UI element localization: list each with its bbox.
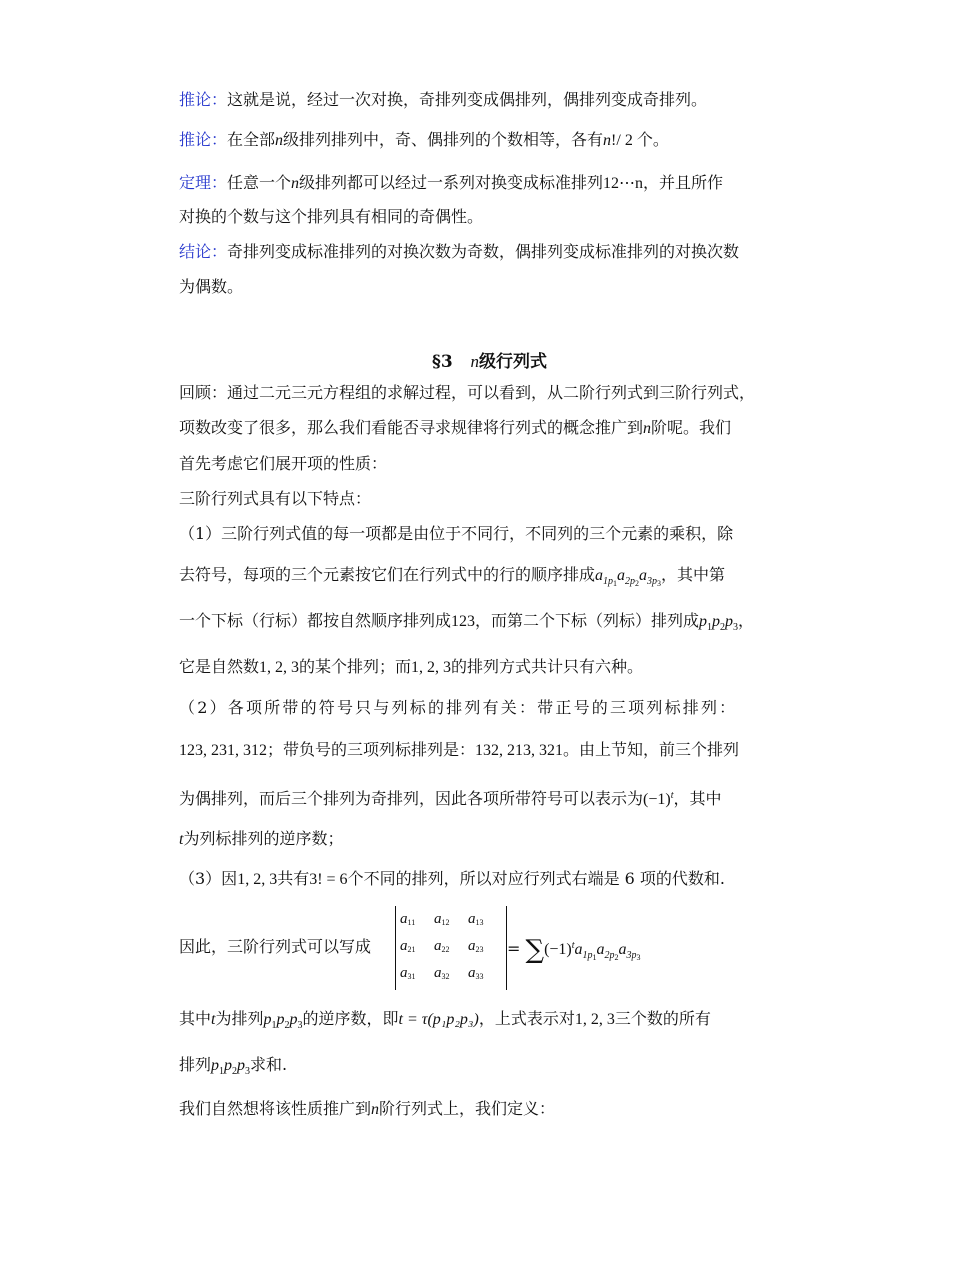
item-3: （3）因1, 2, 3共有3! = 6个不同的排列，所以对应行列式右端是 6 项的代数和. <box>179 869 726 888</box>
sum-symbol: ∑ <box>525 935 545 965</box>
para-features: 三阶行列式具有以下特点： <box>179 489 372 508</box>
perm-p: $p_1p_2p_3$ <box>699 613 739 633</box>
corollary-label: 推论： <box>179 90 228 109</box>
theorem: 定理：任意一个n级排列都可以经过一系列对换变成标准排列12⋯n，并且所作 <box>179 173 724 192</box>
section-heading: §3 n级行列式 <box>432 352 547 372</box>
conclusion-cont: 为偶数。 <box>179 277 244 296</box>
theorem-cont: 对换的个数与这个排列具有相同的奇偶性。 <box>179 207 484 226</box>
theorem-label: 定理： <box>179 173 228 192</box>
item-1-cont: 去符号，每项的三个元素按它们在行列式中的行的顺序排成$a_{1p_1}a_{2p_2}a_{3p_3}$，其中第 <box>179 565 726 588</box>
determinant-3x3: $a_{11}$ $a_{12}$ $a_{13}$ $a_{21}$ $a_{22}$ $a_{23}$ $a_{31}$ $a_{32}$ $a_{33}$ <box>395 906 507 990</box>
determinant-expansion: = $\sum(-1)^ta_{1p_1}a_{2p_2}a_{3p_3}$ <box>507 935 641 965</box>
para-review-3: 首先考虑它们展开项的性质： <box>179 454 388 473</box>
product-term: $a_{1p_1}a_{2p_2}a_{3p_3}$ <box>595 567 662 588</box>
corollary-label: 推论： <box>179 130 228 149</box>
formula-intro: 因此，三阶行列式可以写成 <box>179 937 372 956</box>
item-1-cont-2: 一个下标（行标）都按自然顺序排列成123，而第二个下标（列标）排列成$p_1p_2p_3$， <box>179 611 755 633</box>
item-1-cont-3: 它是自然数1, 2, 3的某个排列；而1, 2, 3的排列方式共计只有六种。 <box>179 657 644 676</box>
item-2-cont-3: t为列标排列的逆序数； <box>179 829 344 848</box>
item-2-cont-2: 为偶排列，而后三个排列为奇排列，因此各项所带符号可以表示为$(-1)^t$，其中 <box>179 789 722 808</box>
conclusion-label: 结论： <box>179 242 228 261</box>
para-review-2: 项数改变了很多，那么我们看能否寻求规律将行列式的概念推广到n阶呢。我们 <box>179 418 732 437</box>
formula-explain: 其中t为排列$p_1p_2p_3$的逆序数，即t = τ(p₁p₂p₃)，上式表示对1, 2, 3三个数的所有 <box>179 1009 711 1031</box>
item-1: （1）三阶行列式值的每一项都是由位于不同行，不同列的三个元素的乘积，除 <box>179 524 734 543</box>
formula-explain-2: 排列$p_1p_2p_3$求和. <box>179 1055 288 1077</box>
item-2-cont: 123, 231, 312；带负号的三项列标排列是：132, 213, 321。由上节知，前三个排列 <box>179 740 740 759</box>
item-2: （2）各项所带的符号只与列标的排列有关：带正号的三项列标排列： <box>179 698 738 717</box>
corollary-2: 推论：在全部n级排列排列中，奇、偶排列的个数相等，各有n!/ 2 个。 <box>179 130 669 149</box>
corollary-1: 推论：这就是说，经过一次对换，奇排列变成偶排列，偶排列变成奇排列。 <box>179 90 708 109</box>
definition-intro: 我们自然想将该性质推广到n阶行列式上，我们定义： <box>179 1099 556 1118</box>
conclusion: 结论：奇排列变成标准排列的对换次数为奇数，偶排列变成标准排列的对换次数 <box>179 242 740 261</box>
para-review: 回顾：通过二元三元方程组的求解过程，可以看到，从二阶行列式到三阶行列式， <box>179 383 756 402</box>
